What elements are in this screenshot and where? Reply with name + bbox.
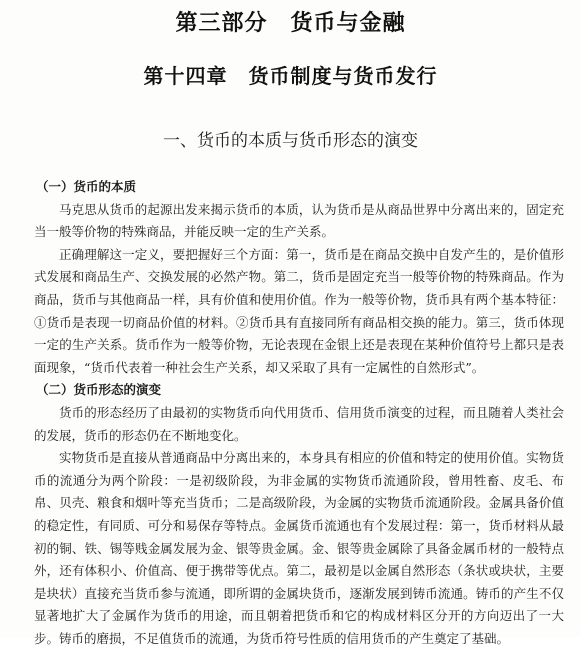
chapter-title: 第十四章 货币制度与货币发行 [143,64,438,88]
subsection-heading: （一）货币的本质 [36,179,137,194]
paragraph: 马克思从货币的起源出发来揭示货币的本质，认为货币是从商品世界中分离出来的，固定充当一般等价物的特殊商品，并能反映一定的生产关系。 [34,201,564,240]
paragraph: 实物货币是直接从普通商品中分离出来的，本身具有相应的价值和特定的使用价值。实物货币的流通分为两个阶段：一是初级阶段，为非金属的实物货币流通阶段，曾用牲畜、皮毛、布帛、贝壳、粮食和烟叶等充当货币；二是高级阶段，为金属的实物货币流通阶段。金属具备价值的稳定性，有同质、可分和易保存等特点。金属货币流通也有个发展过程：第一，货币材料从最初的铜、铁、锡等贱金属发展为金、银等贵金属。金、银等贵金属除了具备金属币材的一般特点外，还有体积小、价值高、便于携带等优点。第二，最初是以金属自然形态（条状或块状，主要是块状）直接充当货币参与流通，即所谓的金属块货币，逐渐发展到铸币流通。铸币的产生不仅显著地扩大了金属作为货币的用途，而且朝着把货币和它的构成材料区分开的方向迈出了一大步。铸币的磨损，不足值货币的流通，为货币符号性质的信用货币的产生奠定了基础。 [34,450,564,646]
body-text [34,176,564,650]
subsection-heading: （二）货币形态的演变 [36,382,162,398]
section-title: 一、货币的本质与货币形态的演变 [163,131,418,151]
paragraph: 正确理解这一定义，要把握好三个方面：第一，货币是在商品交换中自发产生的，是价值形式发展和商品生产、交换发展的必然产物。第二，货币是固定充当一般等价物的特殊商品。作为商品，货币与其他商品一样，具有价值和使用价值。作为一般等价物，货币具有两个基本特征：①货币是表现一切商品价值的材料。②货币具有直接同所有商品相交换的能力。第三，货币体现一定的生产关系。货币作为一般等价物，无论表现在金银上还是表现在某种价值符号上都只是表面现象，“货币代表着一种社会生产关系，却又采取了具有一定属性的自然形式”。 [34,246,564,375]
part-title: 第三部分 货币与金融 [175,11,406,36]
paragraph: 货币的形态经历了由最初的实物货币向代用货币、信用货币演变的过程，而且随着人类社会的发展，货币的形态仍在不断地变化。 [34,404,564,443]
